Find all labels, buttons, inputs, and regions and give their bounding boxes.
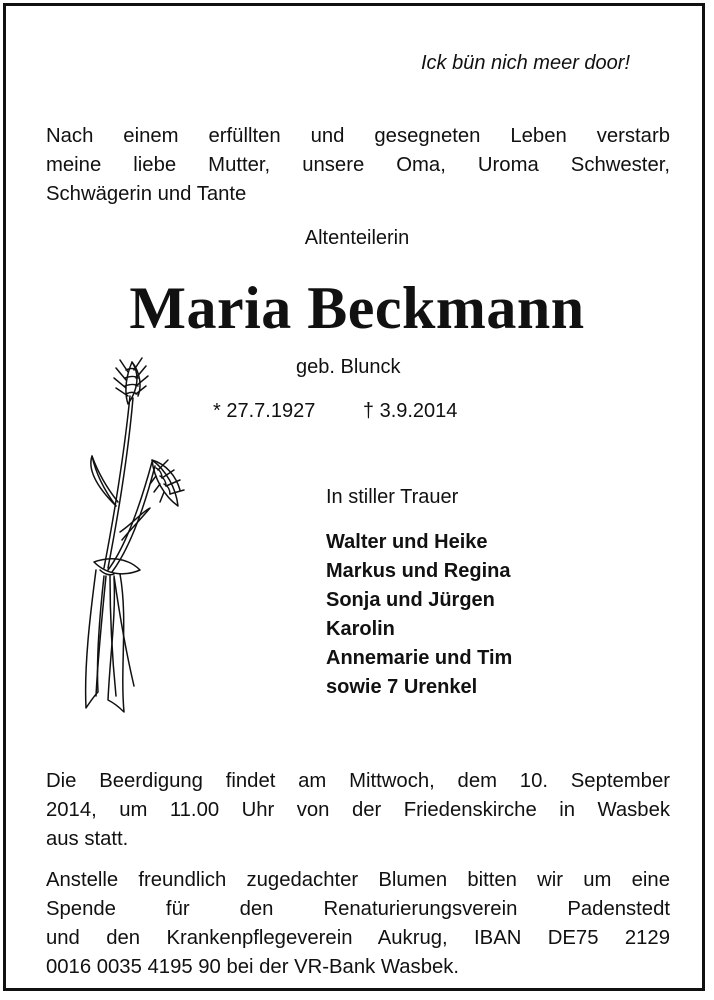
donation-line: 0016 0035 4195 90 bei der VR-Bank Wasbek. [46, 956, 460, 978]
mourner: Markus und Regina [326, 560, 511, 582]
mourners-list [326, 528, 512, 702]
funeral-line: Die Beerdigung findet am Mittwoch, dem 10. September [46, 770, 670, 792]
birth-date: * 27.7.1927 [213, 400, 316, 422]
mourner: Annemarie und Tim [326, 647, 513, 669]
mourner: sowie 7 Urenkel [326, 676, 478, 698]
maiden-name: geb. Blunck [296, 356, 401, 378]
intro-line: Nach einem erfüllten und gesegneten Leben verstarb [46, 125, 670, 147]
intro-paragraph [46, 122, 670, 209]
funeral-line: aus statt. [46, 828, 129, 850]
intro-line: meine liebe Mutter, unsere Oma, Uroma Schwester, [46, 154, 670, 176]
wheat-illustration [80, 356, 200, 722]
donation-line: und den Krankenpflegeverein Aukrug, IBAN DE75 2129 [46, 927, 670, 949]
deceased-title: Altenteilerin [304, 227, 410, 249]
donation-line: Anstelle freundlich zugedachter Blumen bitten wir um eine [46, 869, 670, 891]
motto: Ick bün nich meer door! [421, 52, 630, 74]
funeral-paragraph [46, 767, 670, 854]
donation-paragraph [46, 866, 670, 982]
donation-line: Spende für den Renaturierungsverein Padenstedt [46, 898, 670, 920]
life-dates [213, 400, 457, 423]
funeral-line: 2014, um 11.00 Uhr von der Friedenskirche in Wasbek [46, 799, 670, 821]
mourner: Karolin [326, 618, 395, 640]
death-date: † 3.9.2014 [362, 400, 458, 422]
mourning-heading: In stiller Trauer [326, 486, 459, 508]
deceased-name: Maria Beckmann [129, 275, 585, 341]
intro-line: Schwägerin und Tante [46, 183, 247, 205]
mourner: Walter und Heike [326, 531, 488, 553]
mourner: Sonja und Jürgen [326, 589, 495, 611]
